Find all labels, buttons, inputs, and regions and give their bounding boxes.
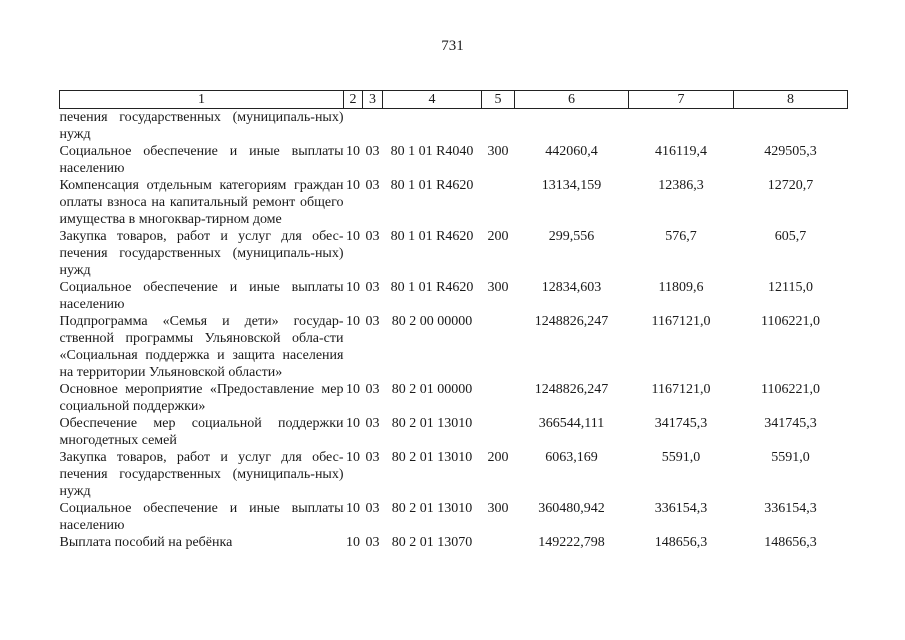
amount-col8-cell: 5591,0: [771, 450, 810, 465]
subsection-code-cell: 03: [365, 229, 380, 244]
subsection-code-cell: 03: [365, 178, 380, 193]
subsection-code-cell: [363, 109, 383, 144]
column-header-row: [60, 91, 848, 109]
amount-col6-cell: 1248826,247: [534, 314, 609, 329]
table-row: [60, 381, 848, 415]
section-code-cell: 10: [346, 280, 360, 295]
table-row: [60, 449, 848, 500]
section-code-cell: 10: [346, 144, 360, 159]
expense-type-cell: [482, 177, 515, 228]
table-row: [60, 143, 848, 177]
subsection-code-cell: 03: [365, 450, 380, 465]
expense-type-cell: 200: [487, 450, 509, 465]
table-row: [60, 109, 848, 144]
amount-col6-cell: 1248826,247: [534, 382, 609, 397]
section-code-cell: 10: [346, 178, 360, 193]
target-article-cell: 80 2 01 13010: [391, 501, 473, 516]
expense-type-cell: [482, 415, 515, 449]
column-header: 7: [629, 91, 734, 109]
budget-table: [59, 90, 848, 551]
row-name-cell: Социальное обеспечение и иные выплаты населению: [59, 280, 344, 312]
target-article-cell: 80 1 01 R4620: [390, 229, 474, 244]
target-article-cell: 80 2 01 00000: [391, 382, 473, 397]
subsection-code-cell: 03: [365, 314, 380, 329]
expense-type-cell: 200: [487, 229, 509, 244]
section-code-cell: 10: [346, 314, 360, 329]
subsection-code-cell: 03: [365, 280, 380, 295]
amount-col6-cell: 360480,942: [538, 501, 605, 516]
subsection-code-cell: 03: [365, 382, 380, 397]
expense-type-cell: [482, 381, 515, 415]
amount-col7-cell: 5591,0: [661, 450, 701, 465]
section-code-cell: 10: [346, 535, 360, 550]
column-header: 5: [482, 91, 515, 109]
row-name-cell: Закупка товаров, работ и услуг для обес-печения государственных (муниципаль-ных) нужд: [59, 229, 344, 278]
subsection-code-cell: 03: [365, 535, 380, 550]
amount-col8-cell: [734, 109, 848, 144]
amount-col8-cell: 148656,3: [764, 535, 817, 550]
table-row: [60, 313, 848, 381]
row-name-cell: Социальное обеспечение и иные выплаты населению: [59, 501, 344, 533]
row-name-cell: Подпрограмма «Семья и дети» государ-ственной программы Ульяновской обла-сти «Социальная поддержка и защита населения на территории Ульяновской области»: [59, 314, 344, 380]
column-header: 2: [344, 91, 363, 109]
table-row: [60, 415, 848, 449]
target-article-cell: [383, 109, 482, 144]
section-code-cell: 10: [346, 382, 360, 397]
expense-type-cell: 300: [487, 501, 509, 516]
target-article-cell: 80 2 01 13010: [391, 416, 473, 431]
amount-col8-cell: 1106221,0: [761, 314, 820, 329]
section-code-cell: 10: [346, 229, 360, 244]
section-code-cell: 10: [346, 501, 360, 516]
subsection-code-cell: 03: [365, 501, 380, 516]
row-name-cell: Обеспечение мер социальной поддержки многодетных семей: [59, 416, 344, 448]
amount-col8-cell: 336154,3: [764, 501, 817, 516]
column-header: 1: [60, 91, 344, 109]
row-name-cell: Выплата пособий на ребёнка: [59, 535, 233, 550]
expense-type-cell: [482, 109, 515, 144]
section-code-cell: [344, 109, 363, 144]
column-header: 3: [363, 91, 383, 109]
amount-col6-cell: 299,556: [548, 229, 595, 244]
expense-type-cell: 300: [487, 280, 509, 295]
amount-col7-cell: 11809,6: [658, 280, 704, 295]
table-row: [60, 500, 848, 534]
amount-col8-cell: 12115,0: [768, 280, 813, 295]
amount-col7-cell: 416119,4: [655, 144, 707, 159]
target-article-cell: 80 1 01 R4620: [390, 280, 474, 295]
page-number: 731: [441, 38, 464, 54]
subsection-code-cell: 03: [365, 144, 380, 159]
target-article-cell: 80 1 01 R4620: [390, 178, 474, 193]
amount-col6-cell: [515, 109, 629, 144]
amount-col6-cell: 12834,603: [541, 280, 602, 295]
amount-col6-cell: 442060,4: [545, 144, 598, 159]
column-header: 6: [515, 91, 629, 109]
amount-col7-cell: 336154,3: [654, 501, 708, 516]
amount-col8-cell: 341745,3: [764, 416, 817, 431]
section-code-cell: 10: [346, 416, 360, 431]
amount-col7-cell: [629, 109, 734, 144]
row-name-cell: Социальное обеспечение и иные выплаты населению: [59, 144, 344, 176]
expense-type-cell: [482, 534, 515, 551]
expense-type-cell: [482, 313, 515, 381]
amount-col7-cell: 148656,3: [654, 535, 708, 550]
column-header: 8: [734, 91, 848, 109]
column-header: 4: [383, 91, 482, 109]
row-name-cell: Основное мероприятие «Предоставление мер социальной поддержки»: [59, 382, 344, 414]
row-name-cell: Компенсация отдельным категориям граждан оплаты взноса на капитальный ремонт общего имущества в многоквар-тирном доме: [59, 178, 344, 227]
amount-col6-cell: 6063,169: [545, 450, 598, 465]
amount-col6-cell: 13134,159: [541, 178, 602, 193]
amount-col6-cell: 366544,111: [538, 416, 605, 431]
table-row: [60, 177, 848, 228]
amount-col8-cell: 1106221,0: [761, 382, 820, 397]
amount-col7-cell: 341745,3: [654, 416, 708, 431]
target-article-cell: 80 2 01 13010: [391, 450, 473, 465]
amount-col8-cell: 605,7: [774, 229, 807, 244]
table-row: [60, 534, 848, 551]
amount-col8-cell: 12720,7: [767, 178, 814, 193]
row-name-cell: Закупка товаров, работ и услуг для обес-печения государственных (муниципаль-ных) нужд: [59, 450, 344, 499]
target-article-cell: 80 2 00 00000: [391, 314, 473, 329]
amount-col7-cell: 12386,3: [658, 178, 704, 193]
subsection-code-cell: 03: [365, 416, 380, 431]
table-row: [60, 279, 848, 313]
target-article-cell: 80 1 01 R4040: [390, 144, 474, 159]
target-article-cell: 80 2 01 13070: [391, 535, 473, 550]
amount-col6-cell: 149222,798: [538, 535, 605, 550]
amount-col7-cell: 576,7: [665, 229, 697, 244]
amount-col7-cell: 1167121,0: [651, 382, 711, 397]
table-row: [60, 228, 848, 279]
section-code-cell: 10: [346, 450, 360, 465]
expense-type-cell: 300: [487, 144, 509, 159]
amount-col8-cell: 429505,3: [764, 144, 817, 159]
amount-col7-cell: 1167121,0: [651, 314, 711, 329]
row-name-cell: печения государственных (муниципаль-ных) нужд: [59, 110, 344, 142]
